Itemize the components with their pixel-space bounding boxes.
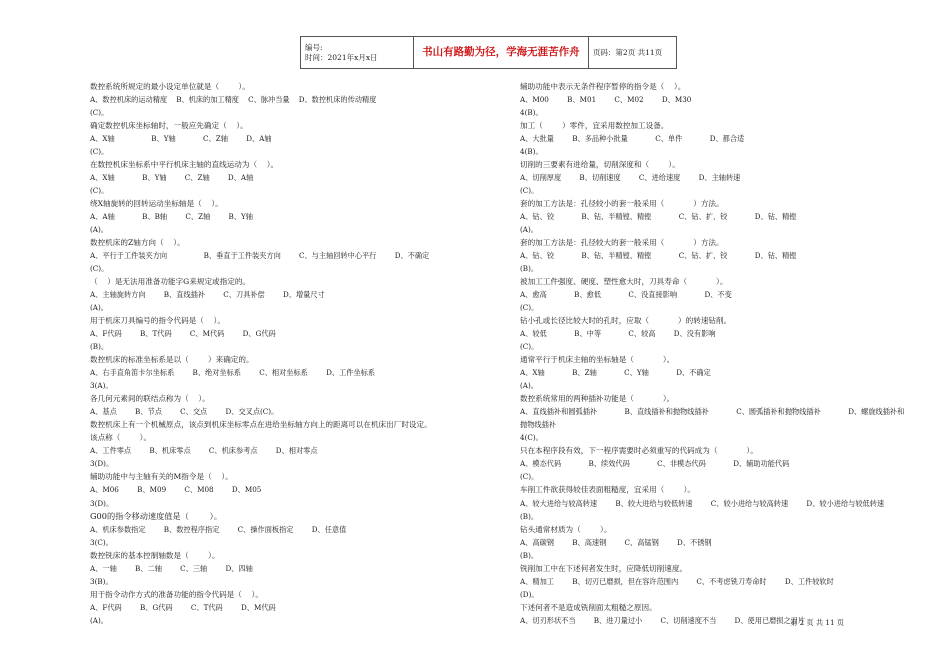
question-line: 钻头通常材质为（ ）。 [520,524,612,534]
answer-key-line: 3(B)。 [90,576,113,586]
answer-options-line: A、X轴 B、Y轴 C、Z轴 D、A轴 [90,134,272,144]
question-line: 通常平行于机床主轴的坐标轴是（ ）。 [520,355,675,365]
answer-key-line: (C)。 [90,147,109,157]
question-line: 数控系统常用的两种插补功能是（ ）。 [520,394,675,404]
answer-options-line: A、一轴 B、二轴 C、三轴 D、四轴 [90,563,253,573]
question-line: 套的加工方法是：孔径较小的套一般采用（ ）方法。 [520,199,724,209]
question-line: 下述何者不是造成铣削面太粗糙之原因。 [520,602,657,612]
question-line: 只在本程序段有效，下一程序需要时必须重写的代码成为（ ）。 [520,446,758,456]
question-line: 数控系统所规定的最小设定单位就是（ ）。 [90,82,250,91]
answer-options-line: A、M06 B、M09 C、M08 D、M05 [90,485,262,495]
question-line: 被加工工件强度、硬度、塑性愈大时，刀具寿命（ ）。 [520,277,728,287]
question-line: 该点称（ ）。 [90,433,152,443]
answer-key-line: (B)。 [90,342,109,352]
page-label: 页码：第2页 共11页 [592,47,663,57]
answer-options-line: A、直线插补和圆弧插补 B、直线插补和抛物线插补 C、圆弧插补和抛物线插补 D、螺旋线插补和 [520,407,905,417]
answer-key-line: (B)。 [520,511,539,521]
answer-key-line: 4(C)。 [520,433,543,443]
question-line: 钻小孔或长径比较大时的孔时，应取（ ）的转速钻削。 [520,316,732,326]
answer-options-line: A、较大进给与较高转速 B、较大进给与较低转速 C、较小进给与较高转速 D、较小进给与较低转速 [520,498,885,508]
answer-key-line: (C)。 [90,186,109,196]
question-line: 确定数控机床坐标轴时，一般应先确定（ ）。 [90,121,248,131]
answer-options-line: A、机床参数指定 B、数控程序指定 C、操作面板指定 D、任意值 [90,524,347,534]
answer-key-line: (A)。 [520,381,538,391]
question-line: 数控机床上有一个机械原点，该点到机床坐标零点在进给坐标轴方向上的距离可以在机床出厂时设定。 [90,420,432,430]
question-line: 车削工件欲获得较佳表面粗糙度，宜采用（ ）。 [520,485,695,495]
answer-key-line: (C)。 [520,186,539,196]
answer-options-line: A、愈高 B、愈低 C、没直接影响 D、不变 [520,290,732,300]
answer-options-line: A、主轴旋转方向 B、直线插补 C、刀具补偿 D、增量尺寸 [90,290,325,300]
page-header [300,36,677,69]
page-footer: 第 2 页 共 11 页 [790,618,844,627]
answer-options-line: A、基点 B、节点 C、交点 D、交叉点(C)。 [90,407,279,417]
answer-options-line: A、精加工 B、切刃已磨损，但在容许范围内 C、不考虑铣刀寿命时 D、工件较软时 [520,576,834,586]
answer-options-line: 抛物线插补 [520,420,556,430]
header-page-cell [588,37,676,69]
right-column [520,80,920,627]
header-info-cell [301,37,414,69]
answer-key-line: 3(C)。 [90,537,113,547]
question-line: 辅助功能中与主轴有关的M指令是（ ）。 [90,472,233,482]
answer-options-line: A、切削厚度 B、切削速度 C、进给速度 D、主轴转速 [520,173,741,183]
code-label: 编号: [305,42,323,52]
answer-key-line: (B)。 [520,550,539,560]
answer-key-line: 3(D)。 [90,498,114,508]
answer-options-line: A、F代码 B、G代码 C、T代码 D、M代码 [90,602,276,612]
answer-options-line: A、A轴 B、B轴 C、Z轴 B、Y轴 [90,212,253,222]
question-line: 在数控机床坐标系中平行机床主轴的直线运动为（ ）。 [90,160,279,170]
answer-key-line: 4(B)。 [520,147,543,157]
question-line: G00的指令移动速度值是（ ）。 [90,510,222,521]
motto: 书山有路勤为径，学海无涯苦作舟 [422,46,580,58]
answer-options-line: A、M00 B、M01 C、M02 D、M30 [520,95,692,105]
question-line: 绕X轴旋转的回转运动坐标轴是（ ）。 [90,199,223,209]
answer-options-line: A、平行于工件装夹方向 B、垂直于工件装夹方向 C、与主轴回转中心平行 D、不确定 [90,251,430,261]
answer-options-line: A、钻、铰 B、钻、半精镗、精镗 C、钻、扩、铰 D、钻、精镗 [520,212,797,222]
answer-key-line: (C)。 [90,264,109,274]
question-line: 加工（ ）零件，宜采用数控加工设备。 [520,121,669,131]
answer-options-line: A、高碳钢 B、高速钢 C、高锰钢 D、不锈钢 [520,537,712,547]
question-line: 数控机床的Z轴方向（ ）。 [90,238,185,248]
answer-key-line: (D)。 [520,589,539,599]
answer-options-line: A、F代码 B、T代码 C、M代码 D、G代码 [90,329,276,339]
question-line: （ ）是无法用准备功能字G来规定或指定的。 [90,277,251,287]
question-line: 铣削加工中在下述何者发生时，应降低切削速度。 [520,563,688,573]
answer-options-line: A、工件零点 B、机床零点 C、机床参考点 D、相对零点 [90,446,318,456]
answer-key-line: (A)。 [90,615,108,625]
answer-options-line: A、大批量 B、多品种小批量 C、单件 D、都合适 [520,134,745,144]
answer-options-line: A、模态代码 B、续效代码 C、非模态代码 D、辅助功能代码 [520,459,790,469]
answer-key-line: (A)。 [90,225,108,235]
question-line: 数控机床的标准坐标系是以（ ）来确定的。 [90,355,254,365]
question-line: 用于机床刀具编号的指令代码是（ ）。 [90,316,225,326]
answer-key-line: (A)。 [520,225,538,235]
answer-options-line: A、数控机床的运动精度 B、机床的加工精度 C、脉冲当量 D、数控机床的传动精度 [90,95,377,105]
time-label: 时间：2021年x月x日 [305,52,378,62]
answer-options-line: A、X轴 B、Y轴 C、Z轴 D、A轴 [90,173,254,183]
header-motto-cell [413,37,588,69]
question-line: 套的加工方法是：孔径较大的套一般采用（ ）方法。 [520,238,724,248]
left-column [90,80,500,627]
answer-options-line: A、右手直角笛卡尔坐标系 B、绝对坐标系 C、相对坐标系 D、工件坐标系 [90,368,376,378]
question-line: 切削的三要素有进给量，切削深度和（ ）。 [520,160,680,170]
answer-key-line: 4(B)。 [520,108,543,118]
question-line: 各几何元素间的联结点称为（ ）。 [90,394,210,404]
question-line: 数控铣床的基本控制轴数是（ ）。 [90,550,220,560]
answer-key-line: (B)。 [520,264,539,274]
answer-options-line: A、X轴 B、Z轴 C、Y轴 D、不确定 [520,368,711,378]
answer-key-line: (C)。 [90,108,109,118]
question-line: 辅助功能中表示无条件程序暂停的指令是（ ）。 [520,82,686,91]
answer-key-line: 3(A)。 [90,381,113,391]
answer-options-line: A、较低 B、中等 C、较高 D、没有影响 [520,329,716,339]
answer-key-line: 3(D)。 [90,459,114,469]
answer-key-line: (C)。 [520,472,539,482]
question-line: 用于指令动作方式的准备功能的指令代码是（ ）。 [90,589,263,599]
answer-key-line: (A)。 [90,303,108,313]
answer-options-line: A、钻、铰 B、钻、半精镗、精镗 C、钻、扩、铰 D、钻、精镗 [520,251,797,261]
answer-options-line: A、切刃形状不当 B、进刀量过小 C、切削速度不当 D、使用已磨损之刀片 [520,615,806,625]
answer-key-line: (C)。 [520,303,539,313]
answer-key-line: (C)。 [520,342,539,352]
